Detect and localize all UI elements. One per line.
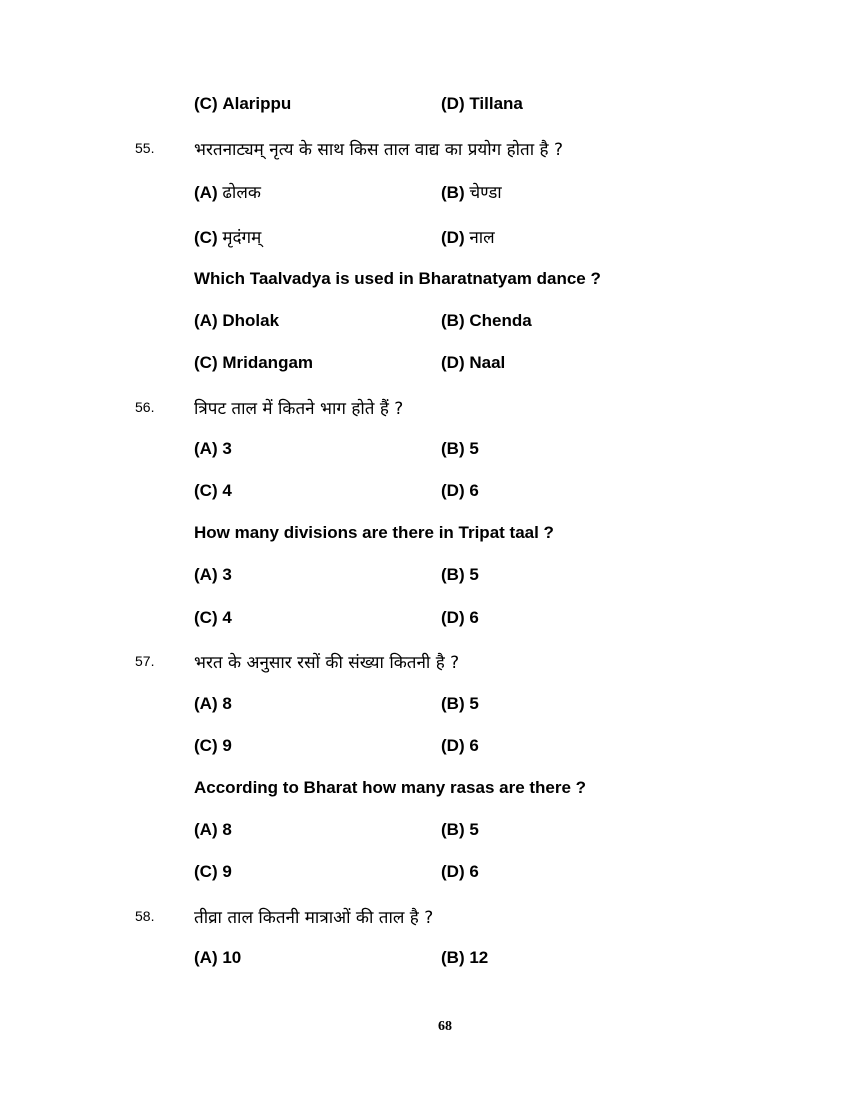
option: (B) 12 — [441, 948, 489, 967]
options-row — [0, 225, 850, 249]
options-row — [0, 353, 850, 377]
options-row — [0, 948, 850, 972]
question-text-hindi: भरतनाट्यम् नृत्य के साथ किस ताल वाद्य का प्रयोग होता है ? — [194, 140, 564, 160]
option: (B) 5 — [441, 820, 479, 839]
question-number: 56. — [135, 399, 155, 415]
option: (A) 3 — [194, 439, 232, 458]
option: (C) 4 — [194, 608, 232, 627]
options-row — [0, 608, 850, 632]
option: (C) Alarippu — [194, 94, 292, 113]
option: (C) 4 — [194, 481, 232, 500]
question-number: 57. — [135, 653, 155, 669]
option: (D) Tillana — [441, 94, 523, 113]
question-55-english — [0, 269, 850, 293]
option: (B) चेण्डा — [441, 183, 502, 203]
option: (D) Naal — [441, 353, 506, 372]
option: (C) Mridangam — [194, 353, 314, 372]
option: (C) 9 — [194, 736, 232, 755]
options-row — [0, 565, 850, 589]
options-row — [0, 694, 850, 718]
option: (C) मृदंगम् — [194, 228, 262, 248]
option: (A) Dholak — [194, 311, 280, 330]
question-text-english: According to Bharat how many rasas are there ? — [194, 778, 587, 797]
option: (B) Chenda — [441, 311, 532, 330]
question-58-hindi — [0, 905, 850, 929]
options-row — [0, 311, 850, 335]
prev-options-row — [0, 94, 850, 118]
option: (D) 6 — [441, 608, 479, 627]
option: (B) 5 — [441, 694, 479, 713]
question-text-hindi: त्रिपट ताल में कितने भाग होते हैं ? — [194, 399, 404, 419]
option: (A) 3 — [194, 565, 232, 584]
option: (A) 10 — [194, 948, 242, 967]
question-text-hindi: भरत के अनुसार रसों की संख्या कितनी है ? — [194, 653, 460, 673]
options-row — [0, 862, 850, 886]
question-text-english: Which Taalvadya is used in Bharatnatyam dance ? — [194, 269, 601, 288]
page-number: 68 — [438, 1019, 452, 1034]
options-row — [0, 481, 850, 505]
options-row — [0, 820, 850, 844]
question-number: 58. — [135, 908, 155, 924]
question-text-english: How many divisions are there in Tripat taal ? — [194, 523, 554, 542]
options-row — [0, 439, 850, 463]
option: (D) 6 — [441, 736, 479, 755]
question-57-hindi — [0, 650, 850, 674]
option: (A) 8 — [194, 694, 232, 713]
question-55-hindi — [0, 137, 850, 161]
option: (B) 5 — [441, 565, 479, 584]
options-row — [0, 736, 850, 760]
option: (C) 9 — [194, 862, 232, 881]
option: (A) 8 — [194, 820, 232, 839]
option: (D) 6 — [441, 481, 479, 500]
question-text-hindi: तीव्रा ताल कितनी मात्राओं की ताल है ? — [194, 908, 434, 928]
options-row — [0, 180, 850, 204]
option: (B) 5 — [441, 439, 479, 458]
question-number: 55. — [135, 140, 155, 156]
option: (D) 6 — [441, 862, 479, 881]
option: (D) नाल — [441, 228, 495, 248]
question-56-hindi — [0, 396, 850, 420]
option: (A) ढोलक — [194, 183, 261, 203]
question-57-english — [0, 778, 850, 802]
question-56-english — [0, 523, 850, 547]
